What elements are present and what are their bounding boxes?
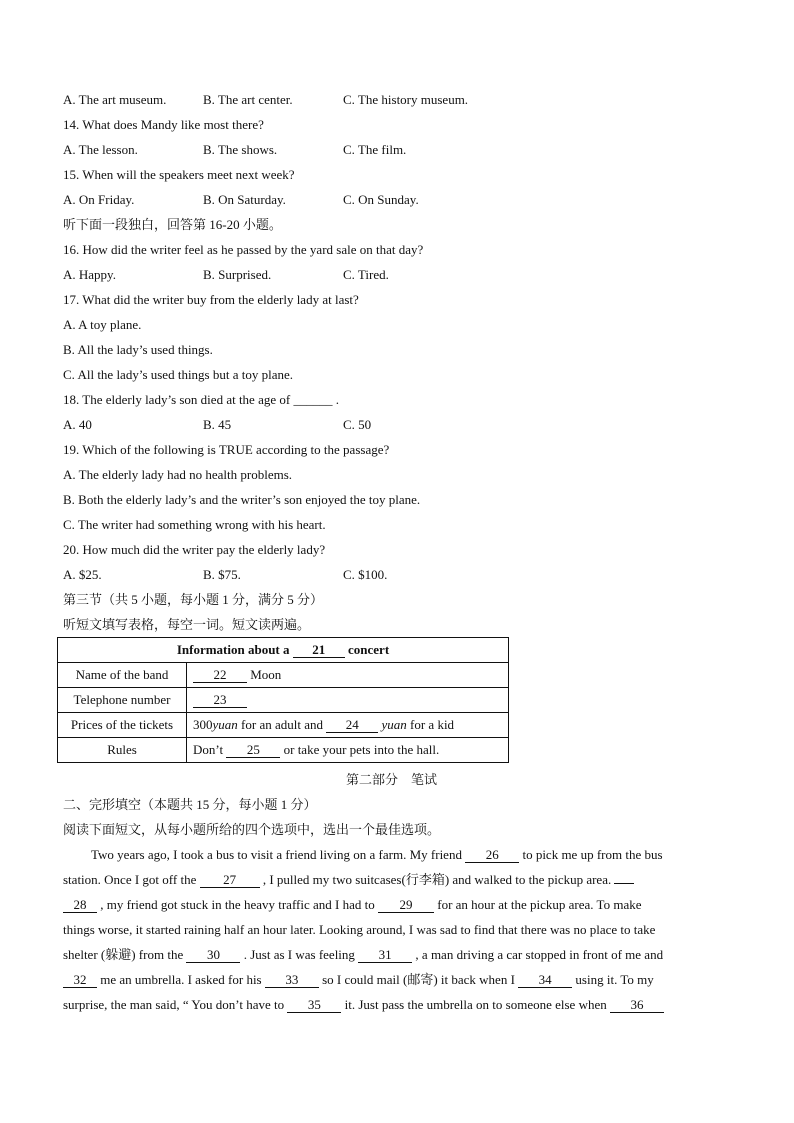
table-row <box>58 738 509 763</box>
blank-23[interactable]: 23 <box>193 693 247 708</box>
cloze-line-3 <box>63 897 642 913</box>
q14-question: 14. What does Mandy like most there? <box>63 117 264 132</box>
blank-24[interactable]: 24 <box>326 718 378 733</box>
blank-33[interactable]: 33 <box>265 973 319 988</box>
cloze-line-1 <box>91 847 663 863</box>
q20-question: 20. How much did the writer pay the elderly lady? <box>63 542 326 557</box>
row-post: for a kid <box>410 717 455 732</box>
table-header <box>58 638 509 663</box>
q17-option-a: A. A toy plane. <box>63 317 142 332</box>
cloze-line-7 <box>63 997 664 1013</box>
q20-option-a: A. $25. <box>63 567 102 582</box>
q15-option-c: C. On Sunday. <box>343 192 419 207</box>
q14-option-c: C. The film. <box>343 142 407 157</box>
monologue-instruction: 听下面一段独白，回答第 16-20 小题。 <box>63 217 282 232</box>
row-label: Telephone number <box>58 688 187 713</box>
text-segment: using it. To my <box>575 972 654 987</box>
part2-title: 第二部分 笔试 <box>346 772 438 787</box>
blank-31[interactable]: 31 <box>358 948 412 963</box>
q18-option-c: C. 50 <box>343 417 372 432</box>
row-pre: 300 <box>193 717 213 732</box>
cloze-line-6 <box>63 972 654 988</box>
text-segment: , my friend got stuck in the heavy traffic and I had to <box>100 897 375 912</box>
text-segment: to pick me up from the bus <box>522 847 663 862</box>
text-segment: surprise, the man said, “ You don’t have to <box>63 997 285 1012</box>
q18-question: 18. The elderly lady’s son died at the age of ______ . <box>63 392 339 407</box>
q17-option-b: B. All the lady’s used things. <box>63 342 213 357</box>
q14-option-a: A. The lesson. <box>63 142 138 157</box>
blank-35[interactable]: 35 <box>287 998 341 1013</box>
header-pre: Information about a <box>176 642 290 657</box>
q18-option-b: B. 45 <box>203 417 232 432</box>
blank-28[interactable]: 28 <box>63 898 97 913</box>
q19-option-c: C. The writer had something wrong with his heart. <box>63 517 326 532</box>
text-segment: , a man driving a car stopped in front of me and <box>415 947 664 962</box>
section3-instruction: 听短文填写表格，每空一词。短文读两遍。 <box>63 617 311 632</box>
text-segment: it. Just pass the umbrella on to someone else when <box>344 997 607 1012</box>
info-table <box>57 637 509 763</box>
text-segment: for an hour at the pickup area. To make <box>437 897 642 912</box>
q20-option-c: C. $100. <box>343 567 388 582</box>
cloze-line-2 <box>63 872 634 888</box>
blank-34[interactable]: 34 <box>518 973 572 988</box>
text-segment: so I could mail (邮寄) it back when I <box>322 972 515 987</box>
row-label: Name of the band <box>58 663 187 688</box>
currency-word: yuan <box>212 717 238 732</box>
currency-word: yuan <box>381 717 407 732</box>
row-pre: Don’t <box>193 742 224 757</box>
row-mid: for an adult and <box>241 717 323 732</box>
text-segment: . Just as I was feeling <box>243 947 355 962</box>
table-row <box>58 713 509 738</box>
cloze-line-5 <box>63 947 663 963</box>
blank-21[interactable]: 21 <box>293 643 345 658</box>
blank-30[interactable]: 30 <box>186 948 240 963</box>
blank-32[interactable]: 32 <box>63 973 97 988</box>
q19-option-b: B. Both the elderly lady’s and the writer’s son enjoyed the toy plane. <box>63 492 421 507</box>
q17-question: 17. What did the writer buy from the elderly lady at last? <box>63 292 359 307</box>
q14-option-b: B. The shows. <box>203 142 278 157</box>
cloze-title: 二、完形填空（本题共 15 分，每小题 1 分） <box>63 797 317 812</box>
q16-option-c: C. Tired. <box>343 267 389 282</box>
row-value <box>187 688 509 713</box>
cloze-line-4: things worse, it started raining half an hour later. Looking around, I was sad to find that there was no place to take <box>63 922 656 937</box>
text-segment: Two years ago, I took a bus to visit a friend living on a farm. My friend <box>91 847 462 862</box>
q13-option-b: B. The art center. <box>203 92 293 107</box>
row-value <box>187 663 509 688</box>
q15-question: 15. When will the speakers meet next week? <box>63 167 295 182</box>
q16-question: 16. How did the writer feel as he passed by the yard sale on that day? <box>63 242 424 257</box>
row-value <box>187 738 509 763</box>
q15-option-a: A. On Friday. <box>63 192 135 207</box>
q13-option-a: A. The art museum. <box>63 92 167 107</box>
q19-option-a: A. The elderly lady had no health problems. <box>63 467 293 482</box>
blank-29[interactable]: 29 <box>378 898 434 913</box>
q16-option-b: B. Surprised. <box>203 267 272 282</box>
blank-27[interactable]: 27 <box>200 873 260 888</box>
q17-option-c: C. All the lady’s used things but a toy plane. <box>63 367 294 382</box>
text-segment: , I pulled my two suitcases(行李箱) and walked to the pickup area. <box>262 872 612 887</box>
q13-option-c: C. The history museum. <box>343 92 469 107</box>
q19-question: 19. Which of the following is TRUE according to the passage? <box>63 442 390 457</box>
text-segment: shelter (躲避) from the <box>63 947 184 962</box>
table-row <box>58 663 509 688</box>
text-segment: station. Once I got off the <box>63 872 197 887</box>
cloze-instruction: 阅读下面短文，从每小题所给的四个选项中，选出一个最佳选项。 <box>63 822 441 837</box>
row-value <box>187 713 509 738</box>
blank-28-start <box>614 883 634 884</box>
row-post: or take your pets into the hall. <box>283 742 440 757</box>
header-post: concert <box>348 642 390 657</box>
section3-title: 第三节（共 5 小题，每小题 1 分，满分 5 分） <box>63 592 324 607</box>
blank-25[interactable]: 25 <box>226 743 280 758</box>
q16-option-a: A. Happy. <box>63 267 116 282</box>
q20-option-b: B. $75. <box>203 567 241 582</box>
blank-26[interactable]: 26 <box>465 848 519 863</box>
row-label: Rules <box>58 738 187 763</box>
table-header-row <box>58 638 509 663</box>
table-row <box>58 688 509 713</box>
q18-option-a: A. 40 <box>63 417 92 432</box>
blank-36[interactable]: 36 <box>610 998 664 1013</box>
row-label: Prices of the tickets <box>58 713 187 738</box>
row-post: Moon <box>250 667 282 682</box>
q15-option-b: B. On Saturday. <box>203 192 286 207</box>
blank-22[interactable]: 22 <box>193 668 247 683</box>
text-segment: me an umbrella. I asked for his <box>100 972 262 987</box>
